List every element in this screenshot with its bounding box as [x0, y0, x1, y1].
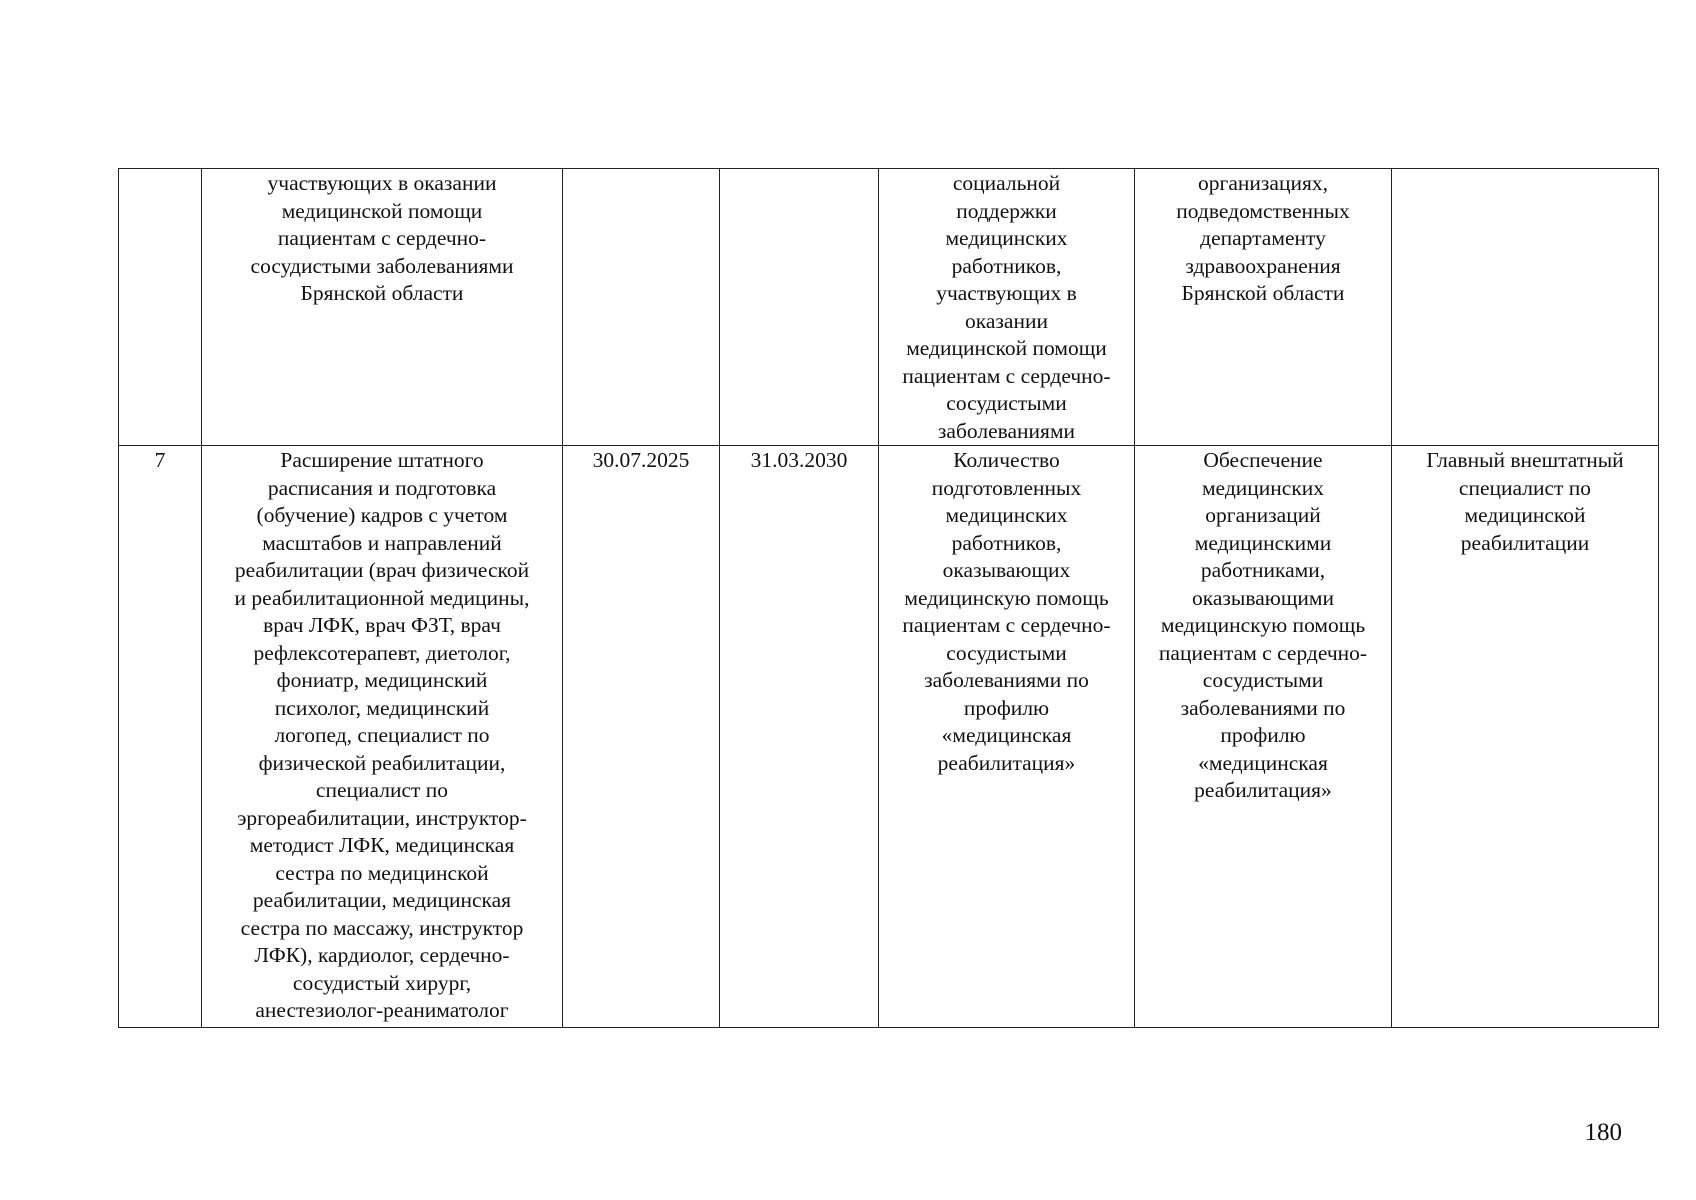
cell-start-date — [563, 169, 720, 446]
table-row — [119, 169, 1659, 446]
cell-result: организациях, подведомственных департаменту здравоохранения Брянской области — [1135, 169, 1392, 446]
cell-number: 7 — [119, 446, 202, 1028]
table-row — [119, 446, 1659, 1028]
cell-indicator: Количество подготовленных медицинских работников, оказывающих медицинскую помощь пациентам с сердечно- сосудистыми заболеваниями по профилю «медицинская реабилитация» — [879, 446, 1135, 1028]
cell-indicator: социальной поддержки медицинских работников, участвующих в оказании медицинской помощи пациентам с сердечно- сосудистыми заболеваниями — [879, 169, 1135, 446]
cell-end-date: 31.03.2030 — [720, 446, 879, 1028]
cell-number — [119, 169, 202, 446]
cell-responsible — [1392, 169, 1659, 446]
cell-start-date: 30.07.2025 — [563, 446, 720, 1028]
cell-measure-name: Расширение штатного расписания и подготовка (обучение) кадров с учетом масштабов и направлений реабилитации (врач физической и реабилитационной медицины, врач ЛФК, врач ФЗТ, врач рефлексотерапевт, диетолог, фониатр, медицинский психолог, медицинский логопед, специалист по физической реабилитации, специалист по эргореабилитации, инструктор- методист ЛФК, медицинская сестра по медицинской реабилитации, медицинская сестра по массажу, инструктор ЛФК), кардиолог, сердечно- сосудистый хирург, анестезиолог-реаниматолог — [202, 446, 563, 1028]
cell-measure-name: участвующих в оказании медицинской помощи пациентам с сердечно- сосудистыми заболеваниями Брянской области — [202, 169, 563, 446]
cell-end-date — [720, 169, 879, 446]
cell-result: Обеспечение медицинских организаций медицинскими работниками, оказывающими медицинскую помощь пациентам с сердечно- сосудистыми заболеваниями по профилю «медицинская реабилитация» — [1135, 446, 1392, 1028]
page-number: 180 — [1584, 1119, 1622, 1146]
measures-table — [118, 168, 1659, 1028]
cell-responsible: Главный внештатный специалист по медицинской реабилитации — [1392, 446, 1659, 1028]
